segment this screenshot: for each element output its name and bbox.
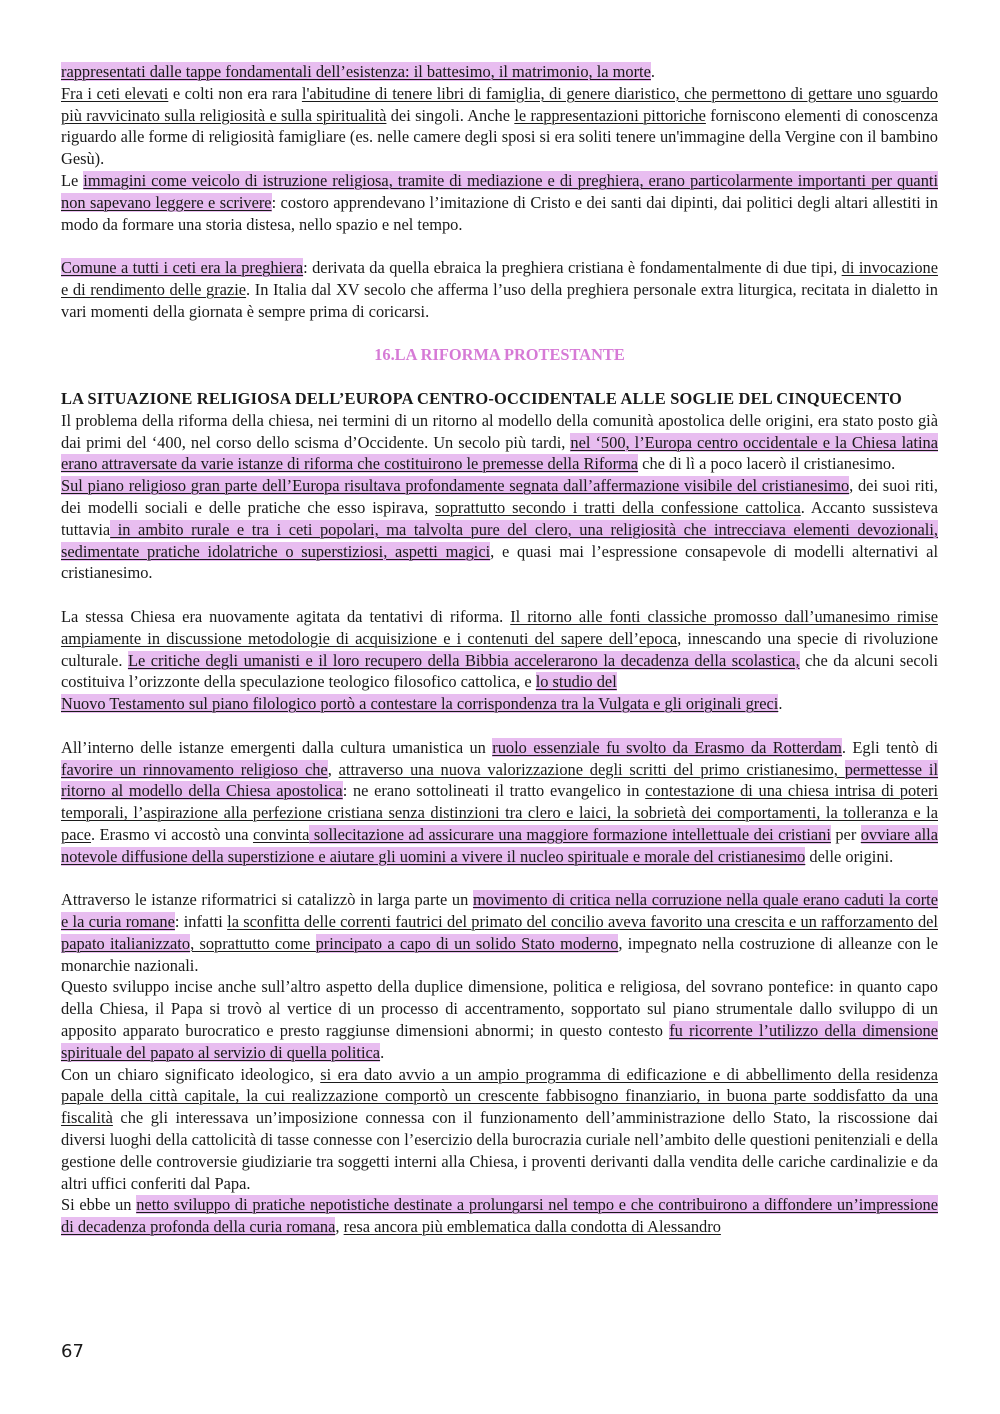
highlighted-text: principato a capo di un solido Stato moderno [315,933,619,953]
underlined-text: , soprattutto come [190,933,316,953]
text-run: All’interno delle istanze emergenti dalla cultura umanistica un [61,737,493,757]
highlighted-text: sollecitazione ad assicurare una maggiore formazione intellettuale dei cristiani [309,824,831,844]
text-run: che di lì a poco lacerò il cristianesimo. [638,454,896,474]
text-run: . Egli tentò di [841,737,939,757]
highlighted-text: Sul piano religioso gran parte dell’Europa risultava profondamente segnata dall’affermazione visibile del cristianesimo [61,476,850,496]
paragraph-p3 [61,170,938,235]
highlighted-text: Nuovo Testamento sul piano filologico portò a contestare la corrispondenza tra la Vulgata e gli originali greci [61,694,779,714]
highlighted-text: papato italianizzato [61,933,191,953]
text-run: : derivata da quella ebraica la preghiera cristiana è fondamentalmente di due tipi, [303,258,842,278]
paragraph-s6 [61,976,938,1063]
text-run: Si ebbe un [61,1195,137,1215]
underlined-text: l'abitudine di tenere libri di famiglia, di genere diaristico, che permettono di gettare uno sguardo più ravvicinato sulla religiosità e sulla spiritualità [61,83,938,125]
underlined-text: soprattutto secondo i tratti della confessione cattolica [435,497,801,517]
paragraph-p4 [61,257,938,322]
highlighted-text: ovviare alla notevole diffusione della superstizione e aiutare gli uomini a vivere il nucleo spirituale e morale del cristianesimo [61,824,938,866]
underlined-text: di invocazione e di rendimento delle grazie [61,258,938,299]
underlined-text: le rappresentazioni pittoriche [514,105,706,125]
highlighted-text: in ambito rurale e tra i ceti popolari, ma talvolta pure del clero, una religiosità che intrecciava elementi devozionali, sedimentate pratiche idolatriche o superstiziosi, aspetti magici [61,519,938,561]
paragraph-s4 [61,737,938,868]
text-run: . In Italia dal XV secolo che afferma l’uso della preghiera personale extra liturgica, recitata in dialetto in vari momenti della giornata è sempre prima di coricarsi. [61,279,938,321]
text-run: Con un chiaro significato ideologico, [61,1064,321,1084]
paragraph-s7 [61,1064,938,1195]
underlined-text: si era dato avvio a un ampio programma di edificazione e di abbellimento della residenza papale della città capitale, la cui realizzazione comportò un crescente fabbisogno finanziario, in buona parte soddisfatto da una fiscalità [61,1064,938,1128]
underlined-text: resa ancora più emblematica dalla condotta di Alessandro [343,1217,721,1237]
highlighted-text: permettesse il ritorno al modello della Chiesa apostolica [61,759,939,801]
paragraph-s5 [61,889,938,976]
text-run: . [380,1042,385,1062]
underlined-text: Il ritorno alle fonti classiche promosso dall’umanesimo rimise ampiamente in discussione metodologie di acquisizione e i contenuti del sapere dell’epoca [61,606,938,648]
chapter-title: 16.LA RIFORMA PROTESTANTE [374,345,625,365]
paragraph-s2 [61,475,938,584]
highlighted-text: Comune a tutti i ceti era la preghiera [61,258,304,278]
highlighted-text: movimento di critica nella corruzione nella quale erano caduti la corte e la curia romane [61,890,938,932]
text-run: La stessa Chiesa era nuovamente agitata da tentativi di riforma. [61,606,511,626]
underlined-text: attraverso una nuova valorizzazione degli scritti del primo cristianesimo, [338,759,845,779]
paragraph-s8 [61,1194,938,1238]
text-run: Le [61,170,84,190]
text-run: Questo sviluppo incise anche sull’altro aspetto della duplice dimensione, politica e religiosa, del sovrano pontefice: in quanto capo della Chiesa, il Papa si trovò al vertice di un processo di accentramento, sopportato sul piano strumentale dallo sviluppo di un apposito apparato burocratico e presto raggiunse dimensioni abnormi; in questo contesto [61,977,938,1041]
highlighted-text: favorire un rinnovamento religioso che [61,759,328,779]
underlined-text: contestazione di una chiesa intrisa di poteri temporali, l’aspirazione alla perfezione cristiana senza distinzioni tra clero e laici, la sobrietà dei comportamenti, la tolleranza e la pace [61,781,938,844]
text-run: che da alcuni secoli costituiva l’orizzonte della speculazione teologico filosofico cattolica, e [61,650,938,692]
text-run: : infatti [174,912,228,932]
highlighted-text: netto sviluppo di pratiche nepotistiche destinate a prolungarsi nel tempo e che contribuirono a diffondere un’impressione di decadenza profonda della curia romana [61,1195,938,1237]
text-run: , [335,1217,344,1237]
text-run: Attraverso le istanze riformatrici si catalizzò in larga parte un [61,890,473,910]
text-run: : costoro apprendevano l’imitazione di Cristo e dei santi dai dipinti, dai politici degli altari allestiti in modo da formare una storia distesa, nello spazio e nel tempo. [61,192,938,234]
page-number: 67 [61,1341,84,1362]
text-run: . [778,694,783,714]
text-run: . [650,62,655,81]
text-run: , innescando una specie di rivoluzione culturale. [61,628,938,670]
highlighted-text: lo studio del [535,672,617,692]
text-run: che gli interessava un’imposizione connessa con il funzionamento dell’amministrazione dello Stato, la riscossione dai diversi luoghi della cattolicità di tasse connesse con l’esercizio della burocrazia curiale nell’ambito delle questioni penitenziali e della gestione delle controversie giudiziarie tra soggetti interni alla Chiesa, i proventi derivanti dalla vendita delle cariche cardinalizie e da altri uffici conferiti dal Papa. [61,1108,939,1193]
highlighted-text: fu ricorrente l’utilizzo della dimensione spirituale del papato al servizio di quella politica [61,1021,938,1062]
text-run: delle origini. [805,846,894,866]
paragraph-p2 [61,83,938,170]
highlighted-text: immagini come veicolo di istruzione religiosa, tramite di mediazione e di preghiera, erano particolarmente importanti per quanti non sapevano leggere e scrivere [61,170,938,212]
highlighted-text: ruolo essenziale fu svolto da Erasmo da Rotterdam [492,737,842,757]
section-paragraphs [61,410,938,1238]
highlighted-text: rappresentati dalle tappe fondamentali dell’esistenza: il battesimo, il matrimonio, la morte [61,62,651,81]
highlighted-text: Le critiche degli umanisti e il loro recupero della Bibbia accelerarono la decadenza della scolastica, [127,650,800,670]
highlighted-text: nel ‘500, l’Europa centro occidentale e la Chiesa latina erano attraversate da varie istanze di riforma che costituirono le premesse della Riforma [61,432,938,474]
text-run: e colti non era rara [168,83,302,103]
text-run: , impegnato nella costruzione di alleanze con le monarchie nazionali. [61,933,938,975]
text-run: . Accanto sussisteva tuttavia [61,497,938,539]
underlined-text: Fra i ceti elevati [61,83,169,103]
underlined-text: la sconfitta delle correnti fautrici del primato del concilio aveva favorito una crescita e un rafforzamento del [227,912,938,932]
text-run: Il problema della riforma della chiesa, nei termini di un ritorno al modello della comunità apostolica delle origini, era stato posto già dai primi del ‘400, nel corso dello scisma d’Occidente. Un secolo più tardi, [61,410,938,452]
section-title: LA SITUAZIONE RELIGIOSA DELL’EUROPA CENTRO-OCCIDENTALE ALLE SOGLIE DEL CINQUECENTO [61,388,903,408]
intro-paragraphs [61,61,938,323]
text-run: forniscono elementi di conoscenza riguardo alle forme di religiosità famigliare (es. nelle camere degli sposi si era soliti tenere un'immagine della Vergine con il bambino Gesù). [61,105,938,169]
text-run: . Erasmo vi accostò una [91,824,253,844]
paragraph-p1 [61,61,938,83]
underlined-text: convinta [252,824,310,844]
document-page [61,61,938,1238]
paragraph-s1 [61,410,938,475]
text-run: dei singoli. Anche [386,105,515,125]
text-run: , e quasi mai l’espressione consapevole di modelli alternativi al cristianesimo. [61,541,938,583]
text-run: , [327,759,339,779]
paragraph-s3 [61,606,938,715]
text-run: : ne erano sottolineati il tratto evangelico in [342,781,646,801]
text-run: , dei suoi riti, dei modelli sociali e delle pratiche che esso ispirava, [61,476,938,517]
text-run: per [830,824,861,844]
